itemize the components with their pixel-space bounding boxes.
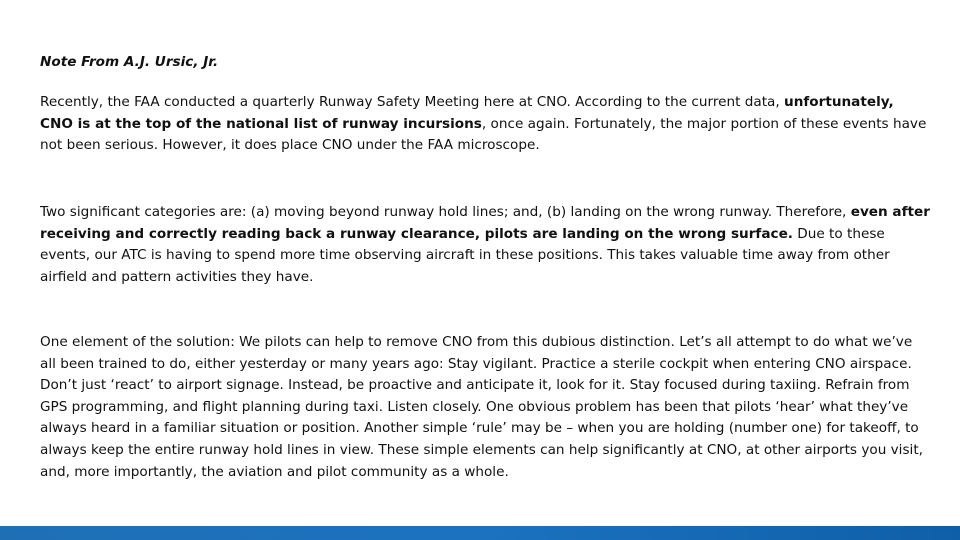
paragraph-text: Two significant categories are: (a) moving beyond runway hold lines; and, (b) landing on the wrong runway. Therefore, [40,204,851,220]
paragraph-bold-text: unfortunately, CNO is at the top of the national list of runway incursions [40,94,894,132]
paragraph-text: Recently, the FAA conducted a quarterly Runway Safety Meeting here at CNO. According to the current data, [40,94,785,110]
paragraph-categories [40,202,930,288]
paragraph-faa-meeting [40,92,930,157]
note-title: Note From A.J. Ursic, Jr. [40,54,219,70]
note-content [40,52,930,480]
paragraph-text: , once again. Fortunately, the major portion of these events have not been serious. However, it does place CNO under the FAA microscope. [40,115,927,154]
paragraph-bold-text: even after receiving and correctly reading back a runway clearance, pilots are landing on the wrong surface. [40,204,930,242]
paragraph-text: Due to these events, our ATC is having to spend more time observing aircraft in these positions. This takes valuable time away from other airfield and pattern activities they have. [40,225,890,285]
paragraph-solution: One element of the solution: We pilots can help to remove CNO from this dubious distinction. Let’s all attempt to do what we’ve all been trained to do, either yesterday or many years ago: Stay vigilant. Practice a sterile cockpit when entering CNO airspace. Don’t just ‘react’ to airport signage. Instead, be proactive and anticipate it, look for it. Stay focused during taxiing. Refrain from GPS programming, and flight planning during taxi. Listen closely. One obvious problem has been that pilots ‘hear’ what they’ve always heard in a familiar situation or position. Another simple ‘rule’ may be – when you are holding (number one) for takeoff, to always keep the entire runway hold lines in view. These simple elements can help significantly at CNO, at other airports you visit, and, more importantly, the aviation and pilot community as a whole. [40,334,923,480]
footer-bar [0,526,960,540]
